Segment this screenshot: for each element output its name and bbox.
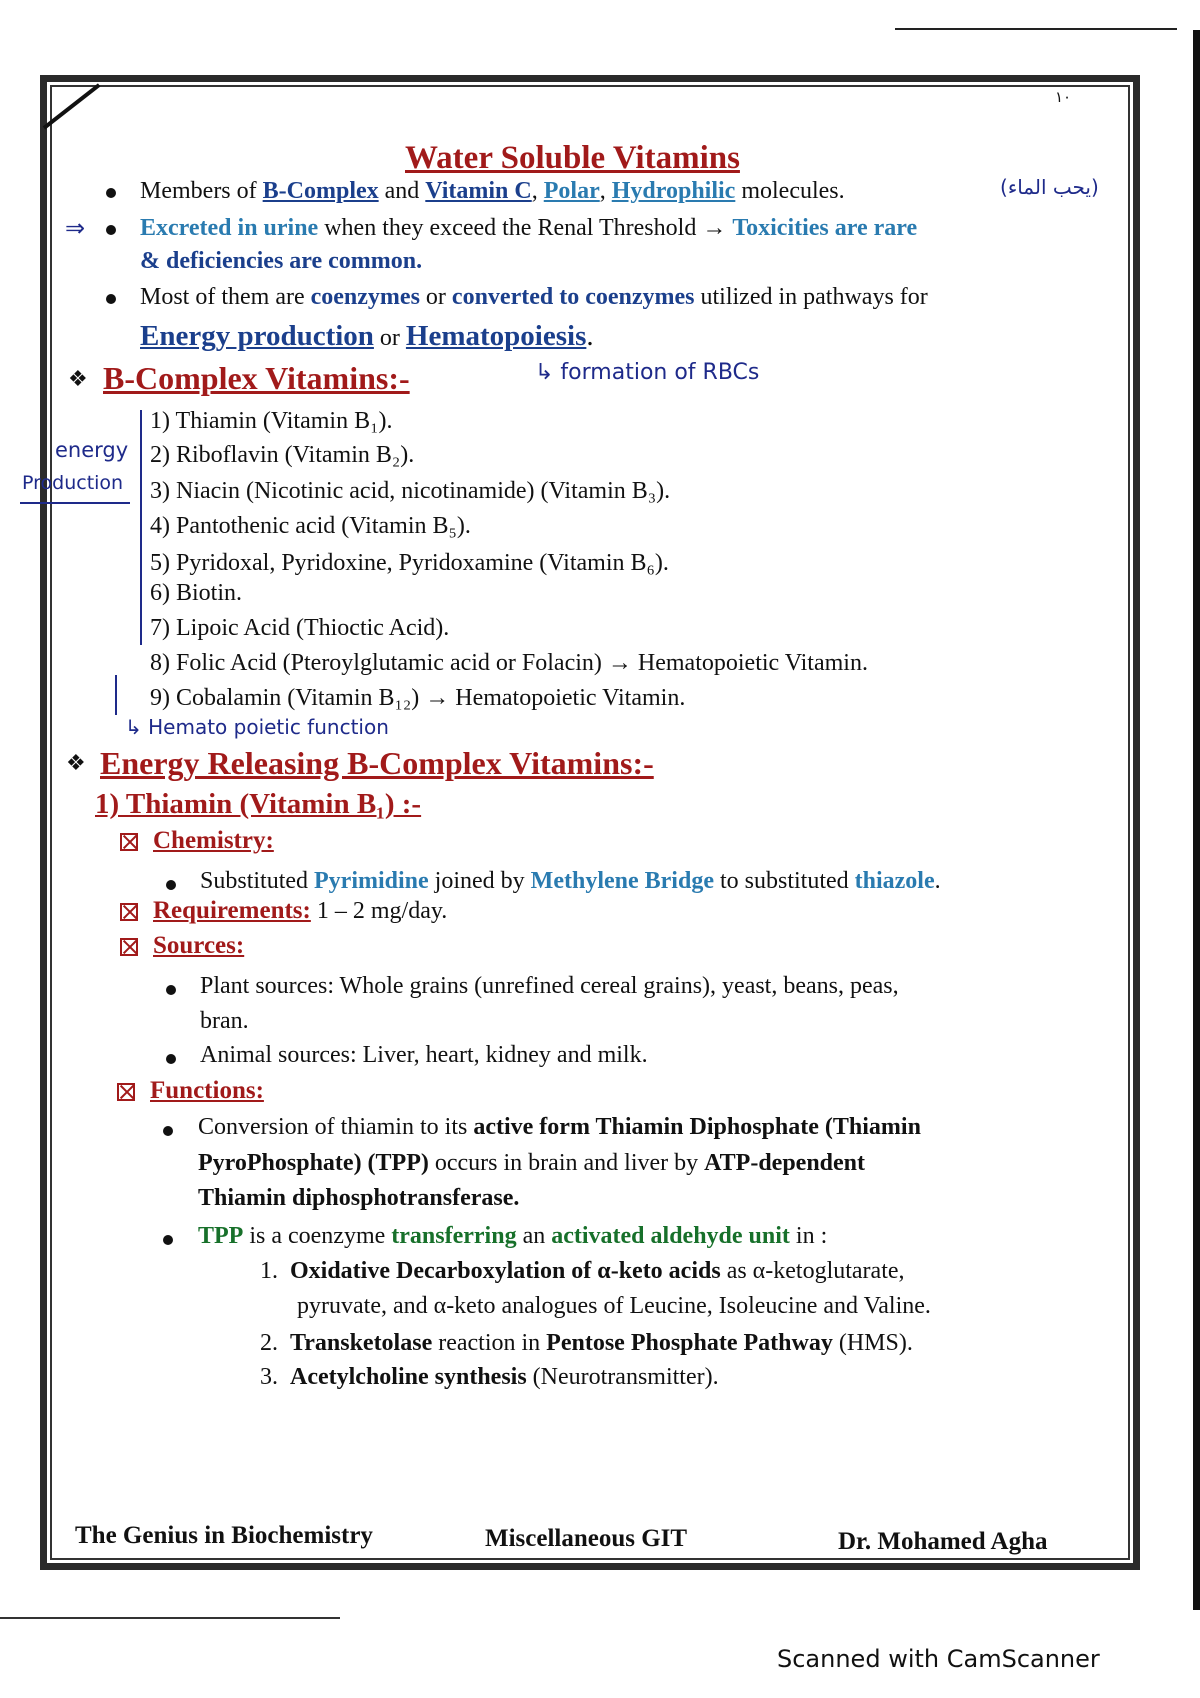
list-number: 2. [260,1330,278,1356]
b-complex-term: B-Complex [262,178,379,204]
text: Conversion of thiamin to its [198,1114,474,1140]
bcomplex-item-5: 5) Pyridoxal, Pyridoxine, Pyridoxamine (Vitamin B₆). [150,550,669,576]
energy-releasing-heading: Energy Releasing B-Complex Vitamins:- [100,745,654,781]
function-1-line3: Thiamin diphosphotransferase. [198,1185,520,1211]
text: to substituted [713,868,855,894]
checkbox-icon [117,1083,135,1101]
intro-bullet-3-line2 [140,320,594,353]
hand-underline [20,502,130,504]
bottom-scan-line [0,1617,340,1619]
page-number: ١٠ [1055,88,1072,106]
pyrimidine-term: Pyrimidine [314,868,429,894]
tpp-term: TPP [198,1223,244,1249]
hydrophilic-term: Hydrophilic [611,178,736,204]
thiazole-term: thiazole [854,868,935,894]
comma: , [599,178,606,204]
hand-hemato: ↳ Hemato poietic function [125,715,389,739]
text: Members of [140,178,263,204]
footer-right: Dr. Mohamed Agha [838,1528,1048,1555]
bcomplex-item-1: 1) Thiamin (Vitamin B₁). [150,408,393,434]
energy-production-term: Energy production [140,320,374,352]
function-1-line1 [198,1114,921,1141]
hematopoiesis-term: Hematopoiesis [405,320,587,352]
scanner-watermark: Scanned with CamScanner [777,1645,1100,1673]
intro-bullet-2-line2: & deficiencies are common. [140,248,423,274]
arabic-handwritten-note: (يحب الماء) [1000,175,1099,199]
bcomplex-item-9: 9) Cobalamin (Vitamin B₁₂) → Hematopoietic Vitamin. [150,685,686,711]
function-1-line2 [198,1150,865,1177]
aldehyde-term: activated aldehyde unit [551,1223,790,1249]
tpp-item-3 [260,1364,719,1391]
hand-energy: energy [55,438,129,462]
excreted-term: Excreted in urine [140,215,319,241]
right-scan-edge [1193,30,1200,1610]
bcomplex-heading: B-Complex Vitamins:- [103,360,410,396]
plant-sources-1: Plant sources: Whole grains (unrefined cereal grains), yeast, beans, peas, [200,973,899,999]
text: Most of them are [140,284,311,310]
bullet-dot [163,1235,173,1245]
diamond-bullet-icon: ❖ [68,366,88,391]
thiamin-heading: 1) Thiamin (Vitamin B₁) :- [95,788,422,820]
text: as α-ketoglutarate, [720,1258,905,1284]
checkbox-icon [120,833,138,851]
text: reaction in [432,1330,547,1356]
tpp-item-1-line2: pyruvate, and α-keto analogues of Leucine, Isoleucine and Valine. [297,1293,931,1319]
intro-bullet-1 [140,178,845,205]
comma: , [531,178,538,204]
checkbox-icon [120,903,138,921]
intro-bullet-3 [140,284,928,311]
text: Oxidative Decarboxylation of α-keto acids [290,1258,721,1284]
functions-label: Functions: [150,1077,264,1104]
text: or [373,325,406,351]
rbc-note: ↳ formation of RBCs [535,360,760,385]
bullet-dot [106,294,116,304]
methylene-term: Methylene Bridge [530,868,714,894]
text: when they exceed the Renal Threshold → [318,215,733,241]
text: . [586,320,594,352]
text: Acetylcholine synthesis [290,1364,527,1390]
bullet-dot [163,1126,173,1136]
toxicities-term: Toxicities are rare [732,215,918,241]
sources-label: Sources: [153,932,245,959]
intro-bullet-2 [140,215,917,242]
atp-term: ATP-dependent [704,1150,866,1176]
polar-term: Polar [543,178,600,204]
text: in : [789,1223,828,1249]
bullet-dot [166,985,176,995]
chemistry-text [200,868,941,895]
list-number: 1. [260,1258,278,1284]
bullet-dot [106,225,116,235]
text: (Neurotransmitter). [526,1364,719,1390]
diamond-bullet-icon: ❖ [66,750,86,775]
text: Substituted [200,868,315,894]
animal-sources: Animal sources: Liver, heart, kidney and milk. [200,1042,648,1068]
requirements-label: Requirements: [153,897,311,924]
text: is a coenzyme [243,1223,392,1249]
text: occurs in brain and liver by [428,1150,705,1176]
bcomplex-item-7: 7) Lipoic Acid (Thioctic Acid). [150,615,450,641]
plant-sources-2: bran. [200,1008,249,1034]
energy-bracket [140,410,142,645]
footer-left: The Genius in Biochemistry [75,1522,373,1549]
bcomplex-item-4: 4) Pantothenic acid (Vitamin B₅). [150,513,471,539]
text: molecules. [735,178,845,204]
tpp-item-2 [260,1330,913,1357]
text: utilized in pathways for [694,284,928,310]
bcomplex-item-8: 8) Folic Acid (Pteroylglutamic acid or Folacin) → Hematopoietic Vitamin. [150,650,868,676]
coenzymes-term: coenzymes [310,284,420,310]
checkbox-icon [120,938,138,956]
arrow-mark: ⇒ [65,216,86,242]
text: (HMS). [832,1330,913,1356]
bcomplex-item-2: 2) Riboflavin (Vitamin B₂). [150,442,415,468]
text: Pentose Phosphate Pathway [546,1330,833,1356]
page-title: Water Soluble Vitamins [405,140,740,176]
text: joined by [428,868,531,894]
active-form-term: active form Thiamin Diphosphate (Thiamin [473,1114,921,1140]
bullet-dot [166,880,176,890]
bcomplex-item-3: 3) Niacin (Nicotinic acid, nicotinamide) (Vitamin B₃). [150,478,671,504]
vitamin-c-term: Vitamin C [425,178,532,204]
chemistry-label: Chemistry: [153,827,274,854]
bullet-dot [166,1054,176,1064]
footer-center: Miscellaneous GIT [485,1525,688,1552]
converted-term: converted to coenzymes [451,284,695,310]
top-scan-line [895,28,1177,30]
tpp-item-1-line1 [260,1258,905,1285]
text: or [419,284,452,310]
requirements-line [153,897,447,925]
hand-production: Production [22,472,124,494]
tpp-term: PyroPhosphate) (TPP) [198,1150,429,1176]
text: an [516,1223,552,1249]
bcomplex-item-6: 6) Biotin. [150,580,243,606]
requirements-value: 1 – 2 mg/day. [310,898,448,924]
hemato-bracket [115,675,117,715]
transferring-term: transferring [391,1223,517,1249]
list-number: 3. [260,1364,278,1390]
function-2 [198,1223,827,1250]
bullet-dot [106,188,116,198]
text: Transketolase [290,1330,433,1356]
text: and [378,178,426,204]
text: . [934,868,941,894]
